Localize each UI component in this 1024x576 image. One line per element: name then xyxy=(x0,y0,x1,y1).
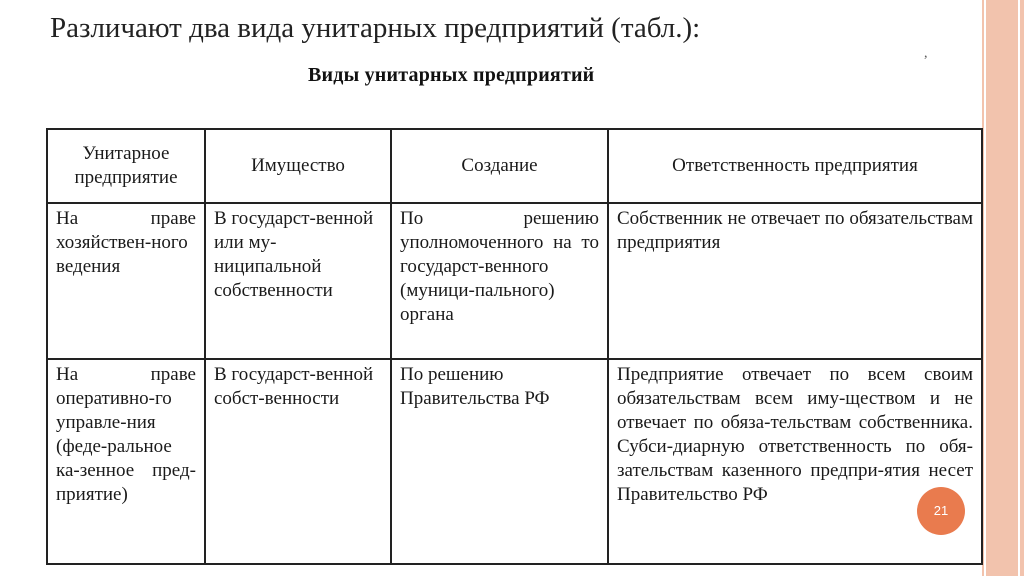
table-title: Виды унитарных предприятий xyxy=(308,64,595,86)
cell-property: В государст-венной или му-ниципальной собственности xyxy=(205,203,391,359)
header-liability: Ответственность предприятия xyxy=(608,129,982,203)
header-enterprise: Унитарное предприятие xyxy=(47,129,205,203)
unitary-enterprises-table xyxy=(46,128,983,565)
slide-heading: Различают два вида унитарных предприятий (табл.): xyxy=(50,12,701,44)
cell-liability: Предприятие отвечает по всем своим обязательствам всем иму-ществом и не отвечает по обяза-тельствам собственника. Субси-диарную ответственность по обя-зательствам казенного предпри-ятия несет Правительство РФ xyxy=(608,359,982,564)
table-row xyxy=(47,359,982,564)
cell-enterprise-type: На праве оперативно-го управле-ния (феде-ральное ка-зенное пред-приятие) xyxy=(47,359,205,564)
stripe-line-left xyxy=(984,0,986,576)
page-number-badge: 21 xyxy=(917,487,965,535)
header-property: Имущество xyxy=(205,129,391,203)
cell-liability: Собственник не отвечает по обязательствам предприятия xyxy=(608,203,982,359)
decorative-side-stripe xyxy=(982,0,1024,576)
heading-mark: , xyxy=(924,46,928,61)
header-creation: Создание xyxy=(391,129,608,203)
cell-enterprise-type: На праве хозяйствен-ного ведения xyxy=(47,203,205,359)
table-header-row xyxy=(47,129,982,203)
stripe-line-right xyxy=(1018,0,1020,576)
cell-creation: По решению Правительства РФ xyxy=(391,359,608,564)
cell-property: В государст-венной собст-венности xyxy=(205,359,391,564)
table-row xyxy=(47,203,982,359)
cell-creation: По решению уполномоченного на то государст-венного (муници-пального) органа xyxy=(391,203,608,359)
